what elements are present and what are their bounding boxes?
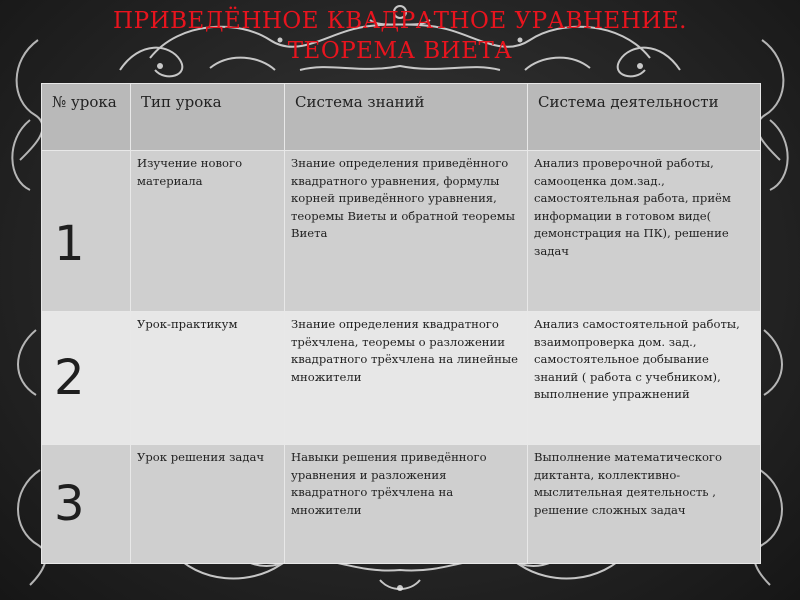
lesson-type: Урок решения задач <box>131 445 285 564</box>
header-type: Тип урока <box>131 84 285 151</box>
lesson-number: 1 <box>42 151 131 312</box>
slide-title <box>0 6 800 66</box>
header-number: № урока <box>42 84 131 151</box>
lesson-activity: Анализ самостоятельной работы, взаимопроверка дом. зад., самостоятельное добывание знаний ( работа с учебником), выполнение упражнений <box>528 312 761 445</box>
header-activity: Система деятельности <box>528 84 761 151</box>
lesson-number: 2 <box>42 312 131 445</box>
table-row <box>42 151 761 312</box>
lesson-plan-table <box>41 83 760 533</box>
table-header-row <box>42 84 761 151</box>
slide-title-line-2: ТЕОРЕМА ВИЕТА <box>287 38 513 64</box>
lesson-type: Изучение нового материала <box>131 151 285 312</box>
table-row <box>42 445 761 564</box>
lesson-activity: Анализ проверочной работы, самооценка дом.зад., самостоятельная работа, приём информации в готовом виде( демонстрация на ПК), решение задач <box>528 151 761 312</box>
lesson-activity: Выполнение математического диктанта, коллективно-мыслительная деятельность , решение сложных задач <box>528 445 761 564</box>
lesson-knowledge: Знание определения приведённого квадратного уравнения, формулы корней приведённого уравнения, теоремы Виеты и обратной теоремы Виета <box>285 151 528 312</box>
lesson-type: Урок-практикум <box>131 312 285 445</box>
lesson-number: 3 <box>42 445 131 564</box>
lesson-knowledge: Знание определения квадратного трёхчлена, теоремы о разложении квадратного трёхчлена на линейные множители <box>285 312 528 445</box>
table-row <box>42 312 761 445</box>
slide-title-line-1: ПРИВЕДЁННОЕ КВАДРАТНОЕ УРАВНЕНИЕ. <box>113 8 687 34</box>
header-knowledge: Система знаний <box>285 84 528 151</box>
lesson-knowledge: Навыки решения приведённого уравнения и разложения квадратного трёхчлена на множители <box>285 445 528 564</box>
